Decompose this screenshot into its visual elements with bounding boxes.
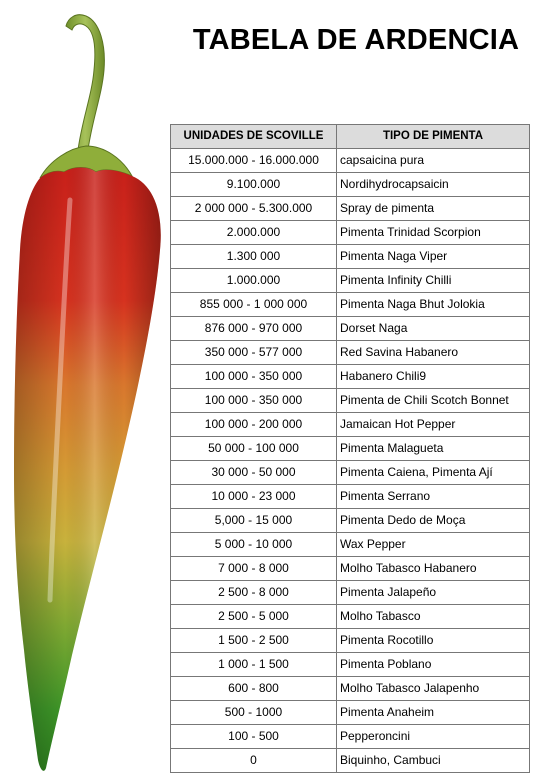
table-row xyxy=(171,293,530,317)
scoville-units-cell: 7 000 - 8 000 xyxy=(171,557,337,581)
pepper-type-cell: Pimenta Trinidad Scorpion xyxy=(337,221,530,245)
scoville-units-cell: 855 000 - 1 000 000 xyxy=(171,293,337,317)
table-row xyxy=(171,629,530,653)
table-row xyxy=(171,725,530,749)
scoville-units-cell: 100 000 - 200 000 xyxy=(171,413,337,437)
pepper-type-cell: Pimenta Infinity Chilli xyxy=(337,269,530,293)
pepper-type-cell: Molho Tabasco xyxy=(337,605,530,629)
scoville-units-cell: 100 000 - 350 000 xyxy=(171,389,337,413)
table-row xyxy=(171,701,530,725)
pepper-type-cell: Jamaican Hot Pepper xyxy=(337,413,530,437)
pepper-type-cell: Pimenta Naga Viper xyxy=(337,245,530,269)
scoville-units-cell: 5,000 - 15 000 xyxy=(171,509,337,533)
table-row xyxy=(171,149,530,173)
table-row xyxy=(171,317,530,341)
table-row xyxy=(171,461,530,485)
scoville-table xyxy=(170,124,530,773)
table-row xyxy=(171,389,530,413)
table-row xyxy=(171,605,530,629)
pepper-type-cell: Pimenta Rocotillo xyxy=(337,629,530,653)
pepper-type-cell: Molho Tabasco Habanero xyxy=(337,557,530,581)
table-row xyxy=(171,653,530,677)
pepper-type-cell: Molho Tabasco Jalapenho xyxy=(337,677,530,701)
table-row xyxy=(171,485,530,509)
table-row xyxy=(171,197,530,221)
table-row xyxy=(171,677,530,701)
scoville-units-cell: 15.000.000 - 16.000.000 xyxy=(171,149,337,173)
pepper-type-cell: Dorset Naga xyxy=(337,317,530,341)
pepper-type-cell: Wax Pepper xyxy=(337,533,530,557)
scoville-units-cell: 100 000 - 350 000 xyxy=(171,365,337,389)
scoville-units-cell: 350 000 - 577 000 xyxy=(171,341,337,365)
pepper-stem xyxy=(66,15,104,150)
pepper-type-cell: Pimenta Naga Bhut Jolokia xyxy=(337,293,530,317)
page-title: TABELA DE ARDENCIA xyxy=(192,24,520,56)
table-row xyxy=(171,437,530,461)
pepper-type-cell: Biquinho, Cambuci xyxy=(337,749,530,773)
table-row xyxy=(171,245,530,269)
table-row xyxy=(171,581,530,605)
pepper-type-cell: Pimenta Serrano xyxy=(337,485,530,509)
scoville-units-cell: 0 xyxy=(171,749,337,773)
table-row xyxy=(171,557,530,581)
scoville-units-cell: 876 000 - 970 000 xyxy=(171,317,337,341)
table-row xyxy=(171,341,530,365)
table-header-row xyxy=(171,125,530,149)
pepper-type-cell: Pepperoncini xyxy=(337,725,530,749)
scoville-units-cell: 2 000 000 - 5.300.000 xyxy=(171,197,337,221)
pepper-type-cell: Pimenta Dedo de Moça xyxy=(337,509,530,533)
scoville-units-cell: 100 - 500 xyxy=(171,725,337,749)
pepper-type-cell: Nordihydrocapsaicin xyxy=(337,173,530,197)
pepper-type-cell: Pimenta de Chili Scotch Bonnet xyxy=(337,389,530,413)
scoville-units-cell: 1 000 - 1 500 xyxy=(171,653,337,677)
scoville-units-cell: 1.300 000 xyxy=(171,245,337,269)
pepper-type-cell: Pimenta Anaheim xyxy=(337,701,530,725)
pepper-type-cell: Pimenta Caiena, Pimenta Ají xyxy=(337,461,530,485)
scoville-units-cell: 30 000 - 50 000 xyxy=(171,461,337,485)
chili-pepper-image xyxy=(0,0,175,777)
scoville-units-cell: 50 000 - 100 000 xyxy=(171,437,337,461)
header-units: UNIDADES DE SCOVILLE xyxy=(171,125,337,149)
table-body xyxy=(171,149,530,773)
pepper-type-cell: Red Savina Habanero xyxy=(337,341,530,365)
table-row xyxy=(171,173,530,197)
table-row xyxy=(171,749,530,773)
scoville-units-cell: 9.100.000 xyxy=(171,173,337,197)
scoville-units-cell: 10 000 - 23 000 xyxy=(171,485,337,509)
table-row xyxy=(171,533,530,557)
scoville-units-cell: 500 - 1000 xyxy=(171,701,337,725)
scoville-units-cell: 2 500 - 5 000 xyxy=(171,605,337,629)
scoville-units-cell: 1 500 - 2 500 xyxy=(171,629,337,653)
header-type: TIPO DE PIMENTA xyxy=(337,125,530,149)
scoville-units-cell: 2.000.000 xyxy=(171,221,337,245)
table-row xyxy=(171,413,530,437)
pepper-type-cell: Habanero Chili9 xyxy=(337,365,530,389)
table-row xyxy=(171,221,530,245)
table-row xyxy=(171,509,530,533)
pepper-type-cell: capsaicina pura xyxy=(337,149,530,173)
scoville-units-cell: 2 500 - 8 000 xyxy=(171,581,337,605)
pepper-type-cell: Pimenta Poblano xyxy=(337,653,530,677)
table-row xyxy=(171,269,530,293)
scoville-units-cell: 1.000.000 xyxy=(171,269,337,293)
scoville-units-cell: 5 000 - 10 000 xyxy=(171,533,337,557)
table-row xyxy=(171,365,530,389)
scoville-units-cell: 600 - 800 xyxy=(171,677,337,701)
pepper-type-cell: Pimenta Jalapeño xyxy=(337,581,530,605)
pepper-type-cell: Pimenta Malagueta xyxy=(337,437,530,461)
pepper-type-cell: Spray de pimenta xyxy=(337,197,530,221)
